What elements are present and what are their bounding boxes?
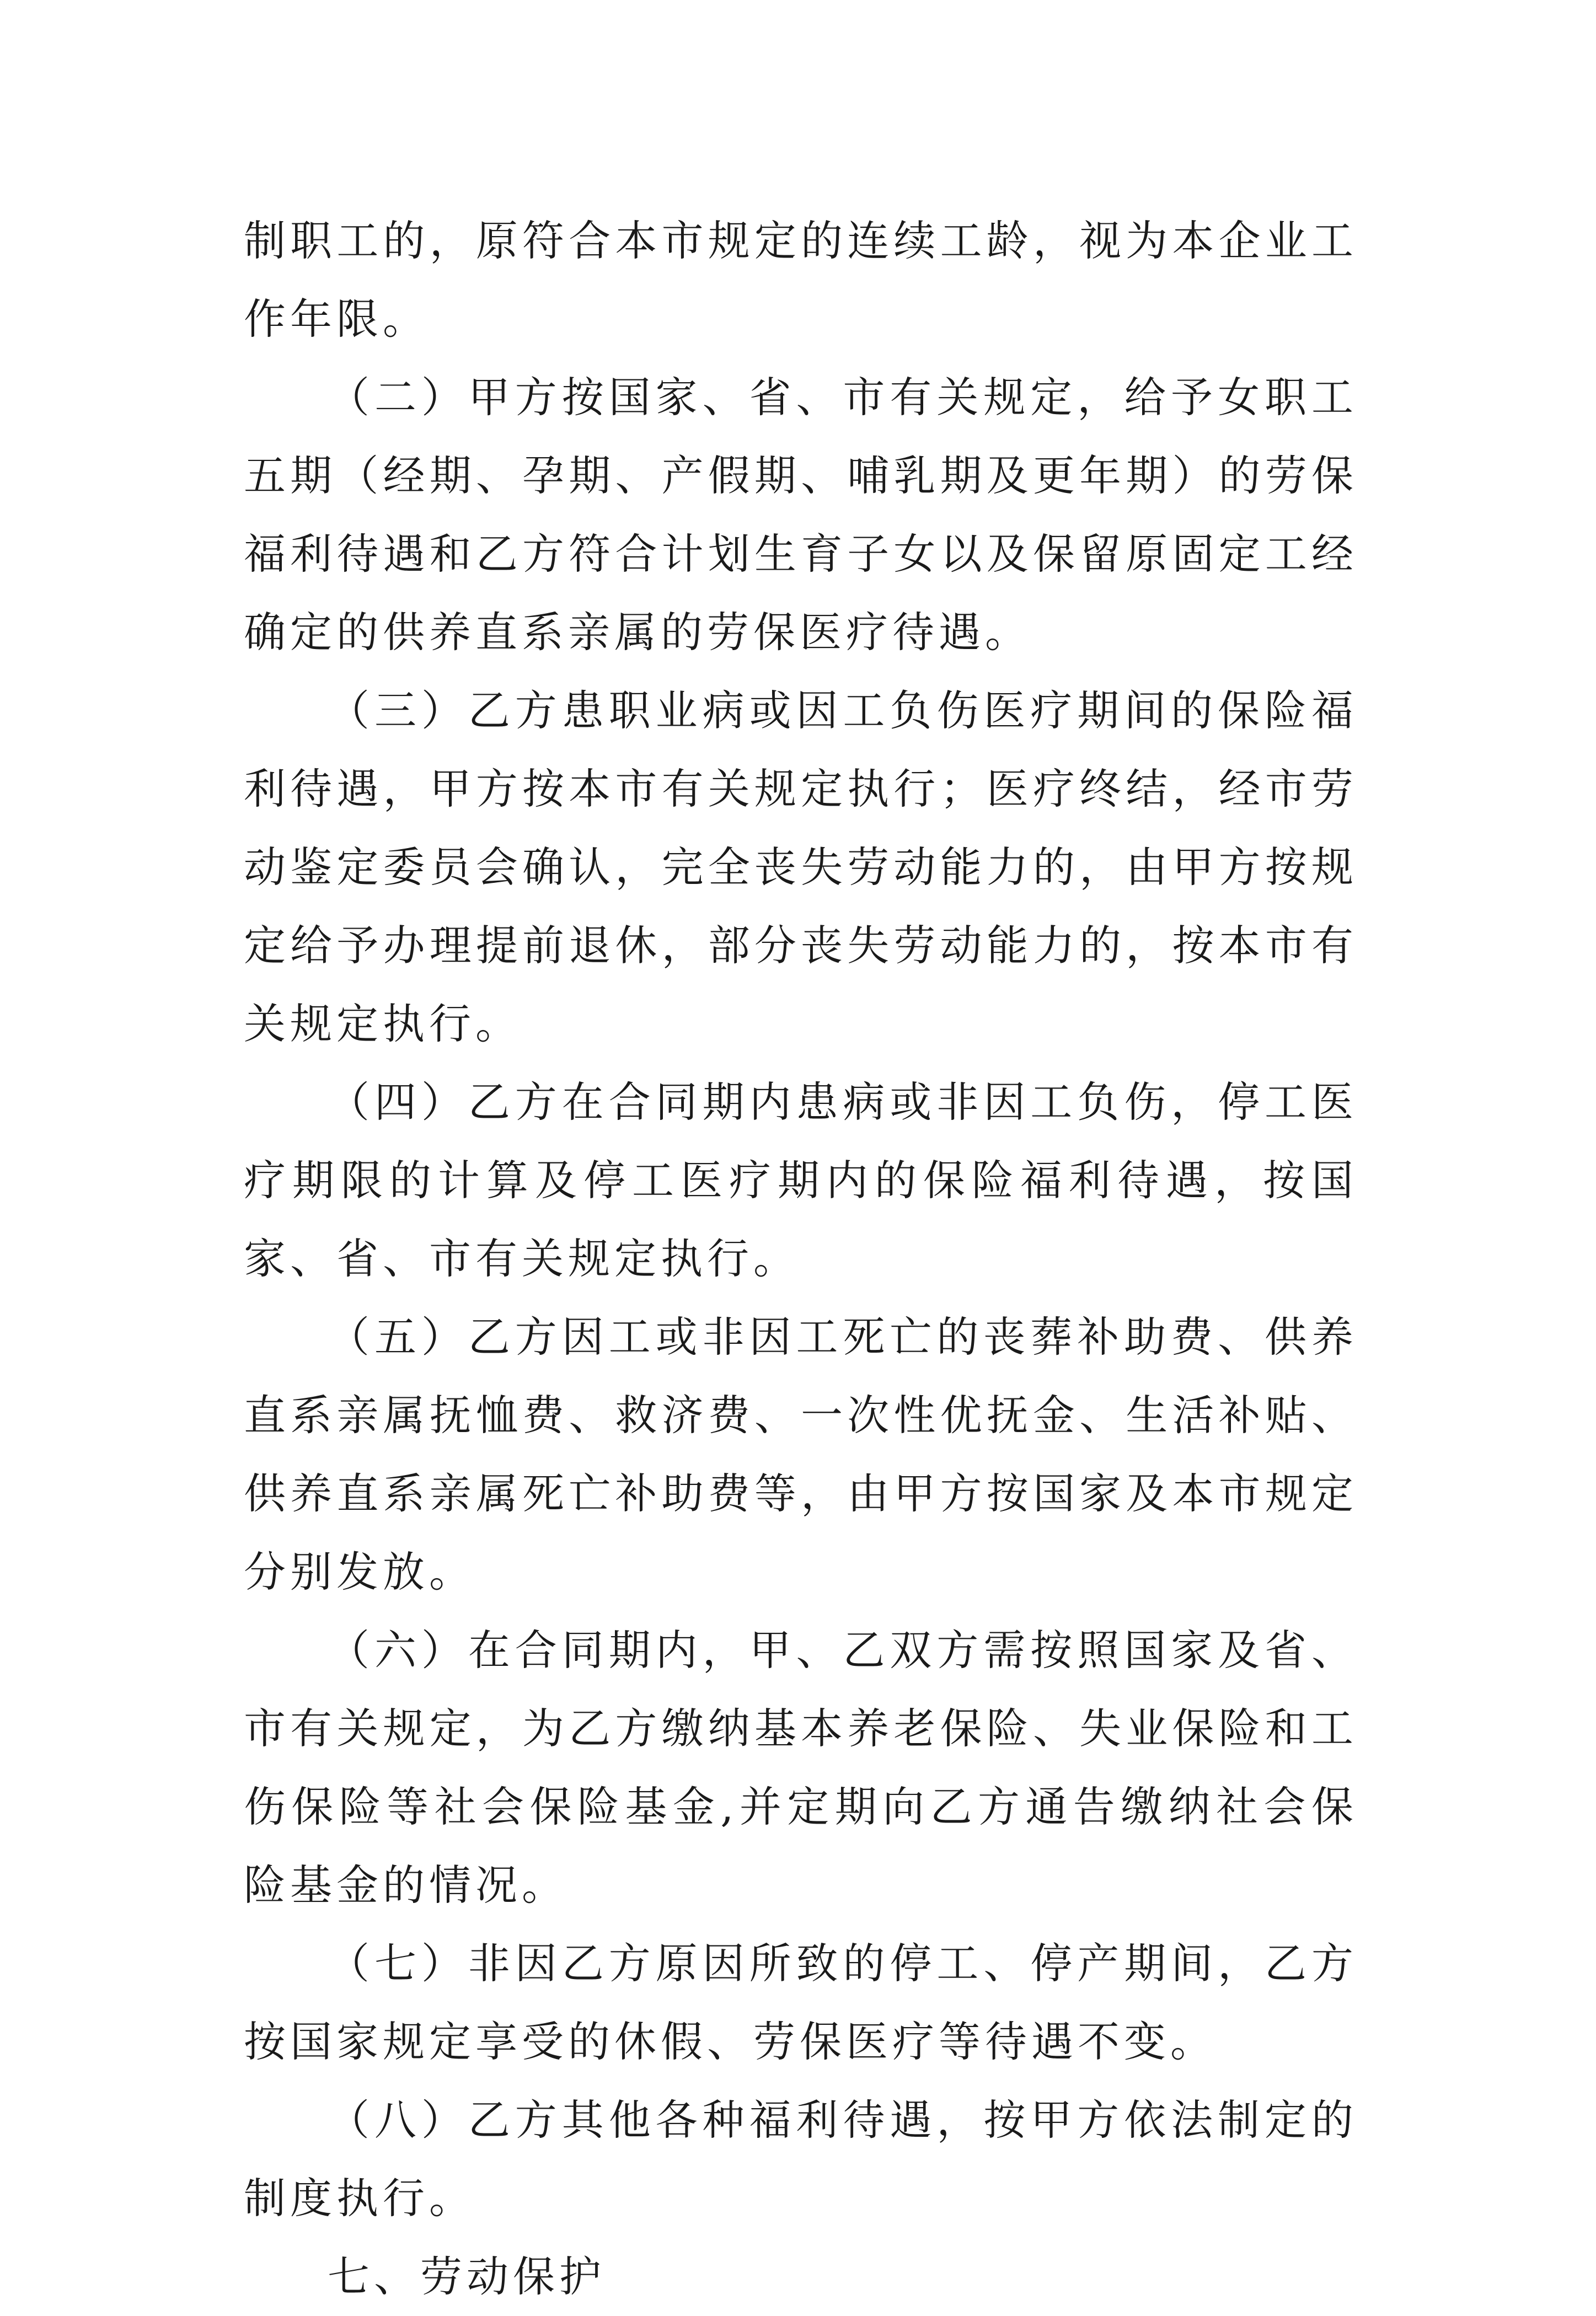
- paragraph-item-7: （七）非因乙方原因所致的停工、停产期间，乙方按国家规定享受的休假、劳保医疗等待遇不变。: [244, 1939, 1358, 2066]
- paragraph-item-6: （六）在合同期内，甲、乙双方需按照国家及省、市有关规定，为乙方缴纳基本养老保险、失业保险和工伤保险等社会保险基金,并定期向乙方通告缴纳社会保险基金的情况。: [244, 1626, 1358, 1910]
- paragraph-item-3: （三）乙方患职业病或因工负伤医疗期间的保险福利待遇，甲方按本市有关规定执行；医疗终结，经市劳动鉴定委员会确认，完全丧失劳动能力的，由甲方按规定给予办理提前退休，部分丧失劳动能力的，按本市有关规定执行。: [244, 686, 1358, 1048]
- paragraph-item-2: （二）甲方按国家、省、市有关规定，给予女职工五期（经期、孕期、产假期、哺乳期及更年期）的劳保福利待遇和乙方符合计划生育子女以及保留原固定工经确定的供养直系亲属的劳保医疗待遇。: [244, 373, 1358, 657]
- document-body: [244, 202, 1358, 2316]
- paragraph-item-4: （四）乙方在合同期内患病或非因工负伤，停工医疗期限的计算及停工医疗期内的保险福利待遇，按国家、省、市有关规定执行。: [244, 1077, 1358, 1283]
- paragraph-continuation: 制职工的，原符合本市规定的连续工龄，视为本企业工作年限。: [244, 216, 1358, 344]
- paragraph-item-5: （五）乙方因工或非因工死亡的丧葬补助费、供养直系亲属抚恤费、救济费、一次性优抚金、生活补贴、供养直系亲属死亡补助费等，由甲方按国家及本市规定分别发放。: [244, 1312, 1358, 1596]
- paragraph-item-8: （八）乙方其他各种福利待遇，按甲方依法制定的制度执行。: [244, 2095, 1358, 2223]
- section-heading: 七、劳动保护: [328, 2252, 606, 2301]
